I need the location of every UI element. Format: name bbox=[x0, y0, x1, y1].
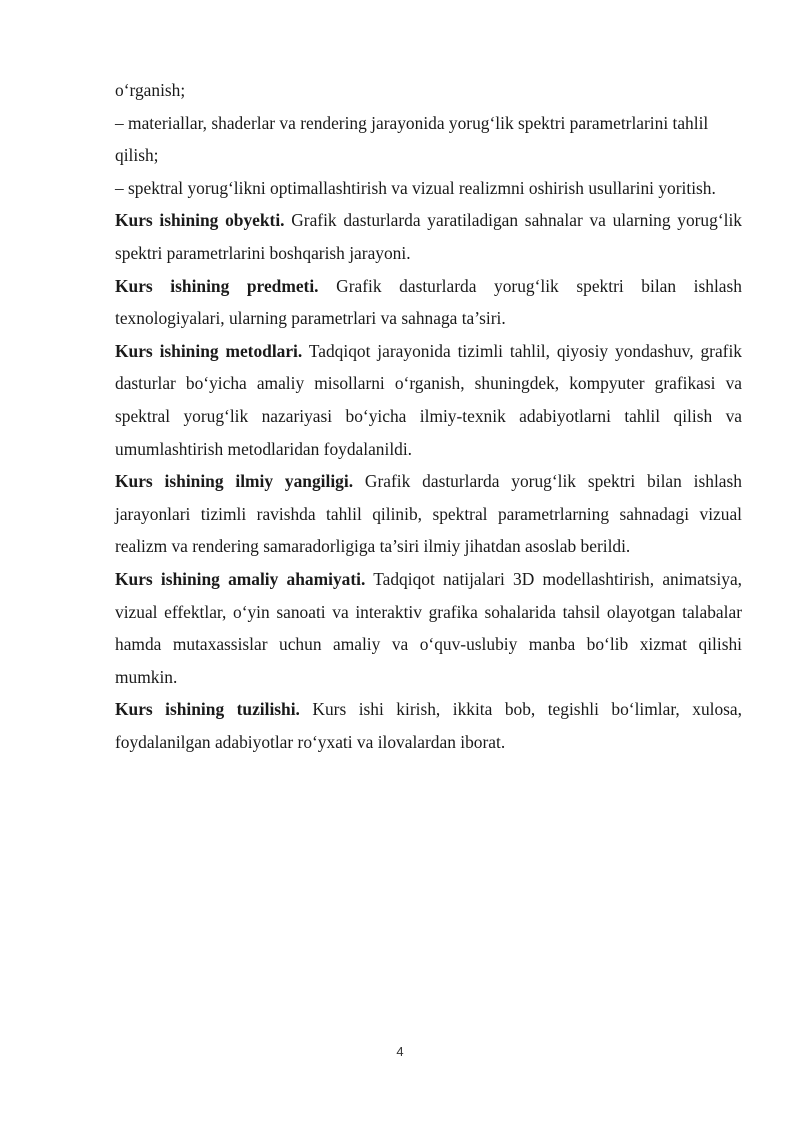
section-text: Kurs ishi kirish, ikkita bob, tegishli bo‘limlar, xulosa, foydalanilgan adabiyotlar ro‘yxati va ilovalardan iborat. bbox=[115, 699, 742, 752]
section-novelty bbox=[115, 465, 742, 563]
section-heading: Kurs ishining metodlari. bbox=[115, 340, 303, 361]
section-heading: Kurs ishining amaliy ahamiyati. bbox=[115, 568, 366, 589]
section-heading: Kurs ishining tuzilishi. bbox=[115, 699, 300, 720]
section-text: Tadqiqot natijalari 3D modellashtirish, animatsiya, vizual effektlar, o‘yin sanoati va interaktiv grafika sohalarida tahsil olayotgan talabalar hamda mutaxassislar uchun amaliy va o‘quv-uslubiy manba bo‘lib xizmat qilishi mumkin. bbox=[115, 568, 743, 687]
page-body bbox=[115, 74, 742, 758]
intro-line: – materiallar, shaderlar va rendering jarayonida yorug‘lik spektri parametrlarini tahlil qilish; bbox=[115, 112, 709, 166]
section-object bbox=[115, 204, 742, 269]
section-methods bbox=[115, 335, 742, 465]
section-text: Grafik dasturlarda yaratiladigan sahnalar va ularning yorug‘lik spektri parametrlarini boshqarish jarayoni. bbox=[115, 210, 742, 263]
intro-line: o‘rganish; bbox=[115, 80, 186, 100]
page-number: 4 bbox=[396, 1044, 404, 1059]
section-subject bbox=[115, 270, 742, 335]
section-practical-significance bbox=[115, 563, 742, 693]
section-structure bbox=[115, 693, 742, 758]
section-text: Grafik dasturlarda yorug‘lik spektri bilan ishlash jarayonlari tizimli ravishda tahlil qilinib, spektral parametrlarning sahnadagi vizual realizm va rendering samaradorligiga ta’siri ilmiy jihatdan asoslab berildi. bbox=[115, 471, 742, 557]
intro-line: – spektral yorug‘likni optimallashtirish va vizual realizmni oshirish usullarini yoritish. bbox=[115, 177, 716, 198]
section-heading: Kurs ishining obyekti. bbox=[115, 210, 285, 231]
section-text: Tadqiqot jarayonida tizimli tahlil, qiyosiy yondashuv, grafik dasturlar bo‘yicha amaliy misollarni o‘rganish, shuningdek, kompyuter grafikasi va spektral yorug‘lik nazariyasi bo‘yicha ilmiy-texnik adabiyotlarni tahlil qilish va umumlashtirish metodlaridan foydalanildi. bbox=[115, 340, 742, 459]
section-text: Grafik dasturlarda yorug‘lik spektri bilan ishlash texnologiyalari, ularning parametrlari va sahnaga ta’siri. bbox=[115, 275, 742, 329]
section-heading: Kurs ishining predmeti. bbox=[115, 275, 319, 296]
section-heading: Kurs ishining ilmiy yangiligi. bbox=[115, 471, 354, 492]
